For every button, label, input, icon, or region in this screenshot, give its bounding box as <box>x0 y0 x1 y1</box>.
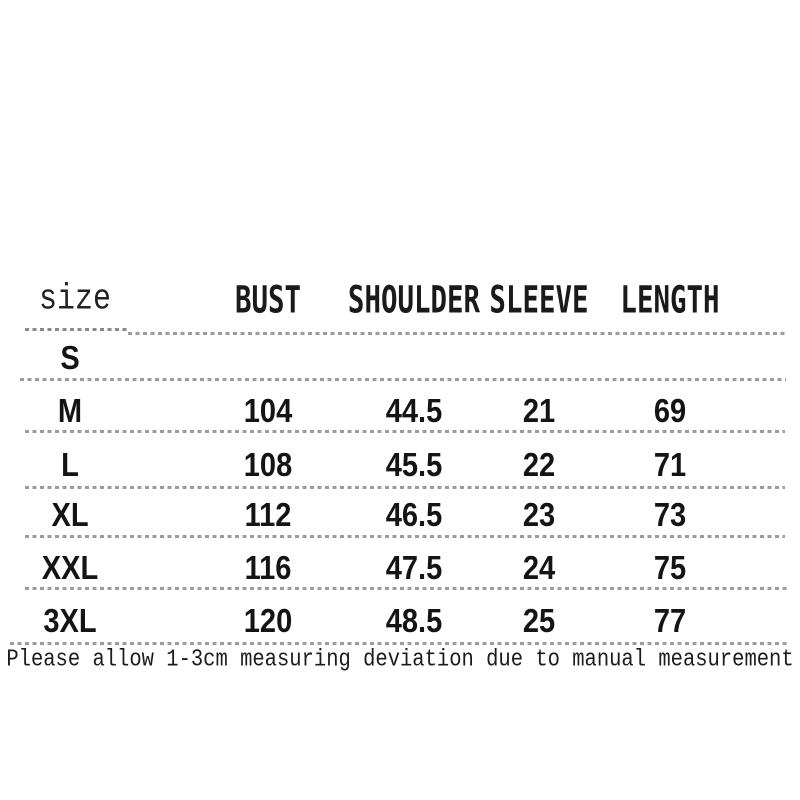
size-cell: L <box>61 446 79 483</box>
sleeve-cell: 22 <box>522 446 556 483</box>
length-cell: 73 <box>653 496 687 533</box>
size-cell: M <box>57 392 83 429</box>
row-divider <box>25 430 785 433</box>
row-divider <box>25 587 787 590</box>
row-divider <box>25 535 785 538</box>
bust-cell: 108 <box>243 446 293 483</box>
row-divider <box>10 642 790 645</box>
bust-cell: 112 <box>244 496 292 533</box>
bust-cell: 120 <box>243 602 293 639</box>
shoulder-cell: 44.5 <box>385 392 443 429</box>
sleeve-cell: 25 <box>522 602 556 639</box>
shoulder-cell: 47.5 <box>385 549 443 586</box>
sleeve-cell: 23 <box>522 496 556 533</box>
bust-cell: 116 <box>244 549 292 586</box>
length-cell: 71 <box>653 446 687 483</box>
shoulder-cell: 45.5 <box>385 446 443 483</box>
size-cell: XL <box>51 496 89 533</box>
column-header-length: LENGTH <box>620 278 720 322</box>
shoulder-cell: 46.5 <box>385 496 443 533</box>
length-cell: 77 <box>653 602 687 639</box>
row-divider <box>25 328 128 331</box>
length-cell: 75 <box>653 549 687 586</box>
column-header-shoulder: SHOULDER <box>347 278 481 322</box>
sleeve-cell: 24 <box>522 549 556 586</box>
column-header-bust: BUST <box>234 278 302 322</box>
sleeve-cell: 21 <box>522 392 556 429</box>
row-divider <box>20 378 786 381</box>
column-header-sleeve: SLEEVE <box>489 278 589 322</box>
size-cell: 3XL <box>43 602 97 639</box>
row-divider <box>25 486 785 489</box>
size-cell: S <box>60 339 80 376</box>
row-divider <box>128 332 788 335</box>
length-cell: 69 <box>653 392 687 429</box>
column-header-size: size <box>38 279 112 321</box>
shoulder-cell: 48.5 <box>385 602 443 639</box>
bust-cell: 104 <box>243 392 293 429</box>
measurement-note: Please allow 1-3cm measuring deviation due to manual measurement <box>6 646 794 674</box>
size-cell: XXL <box>41 549 99 586</box>
